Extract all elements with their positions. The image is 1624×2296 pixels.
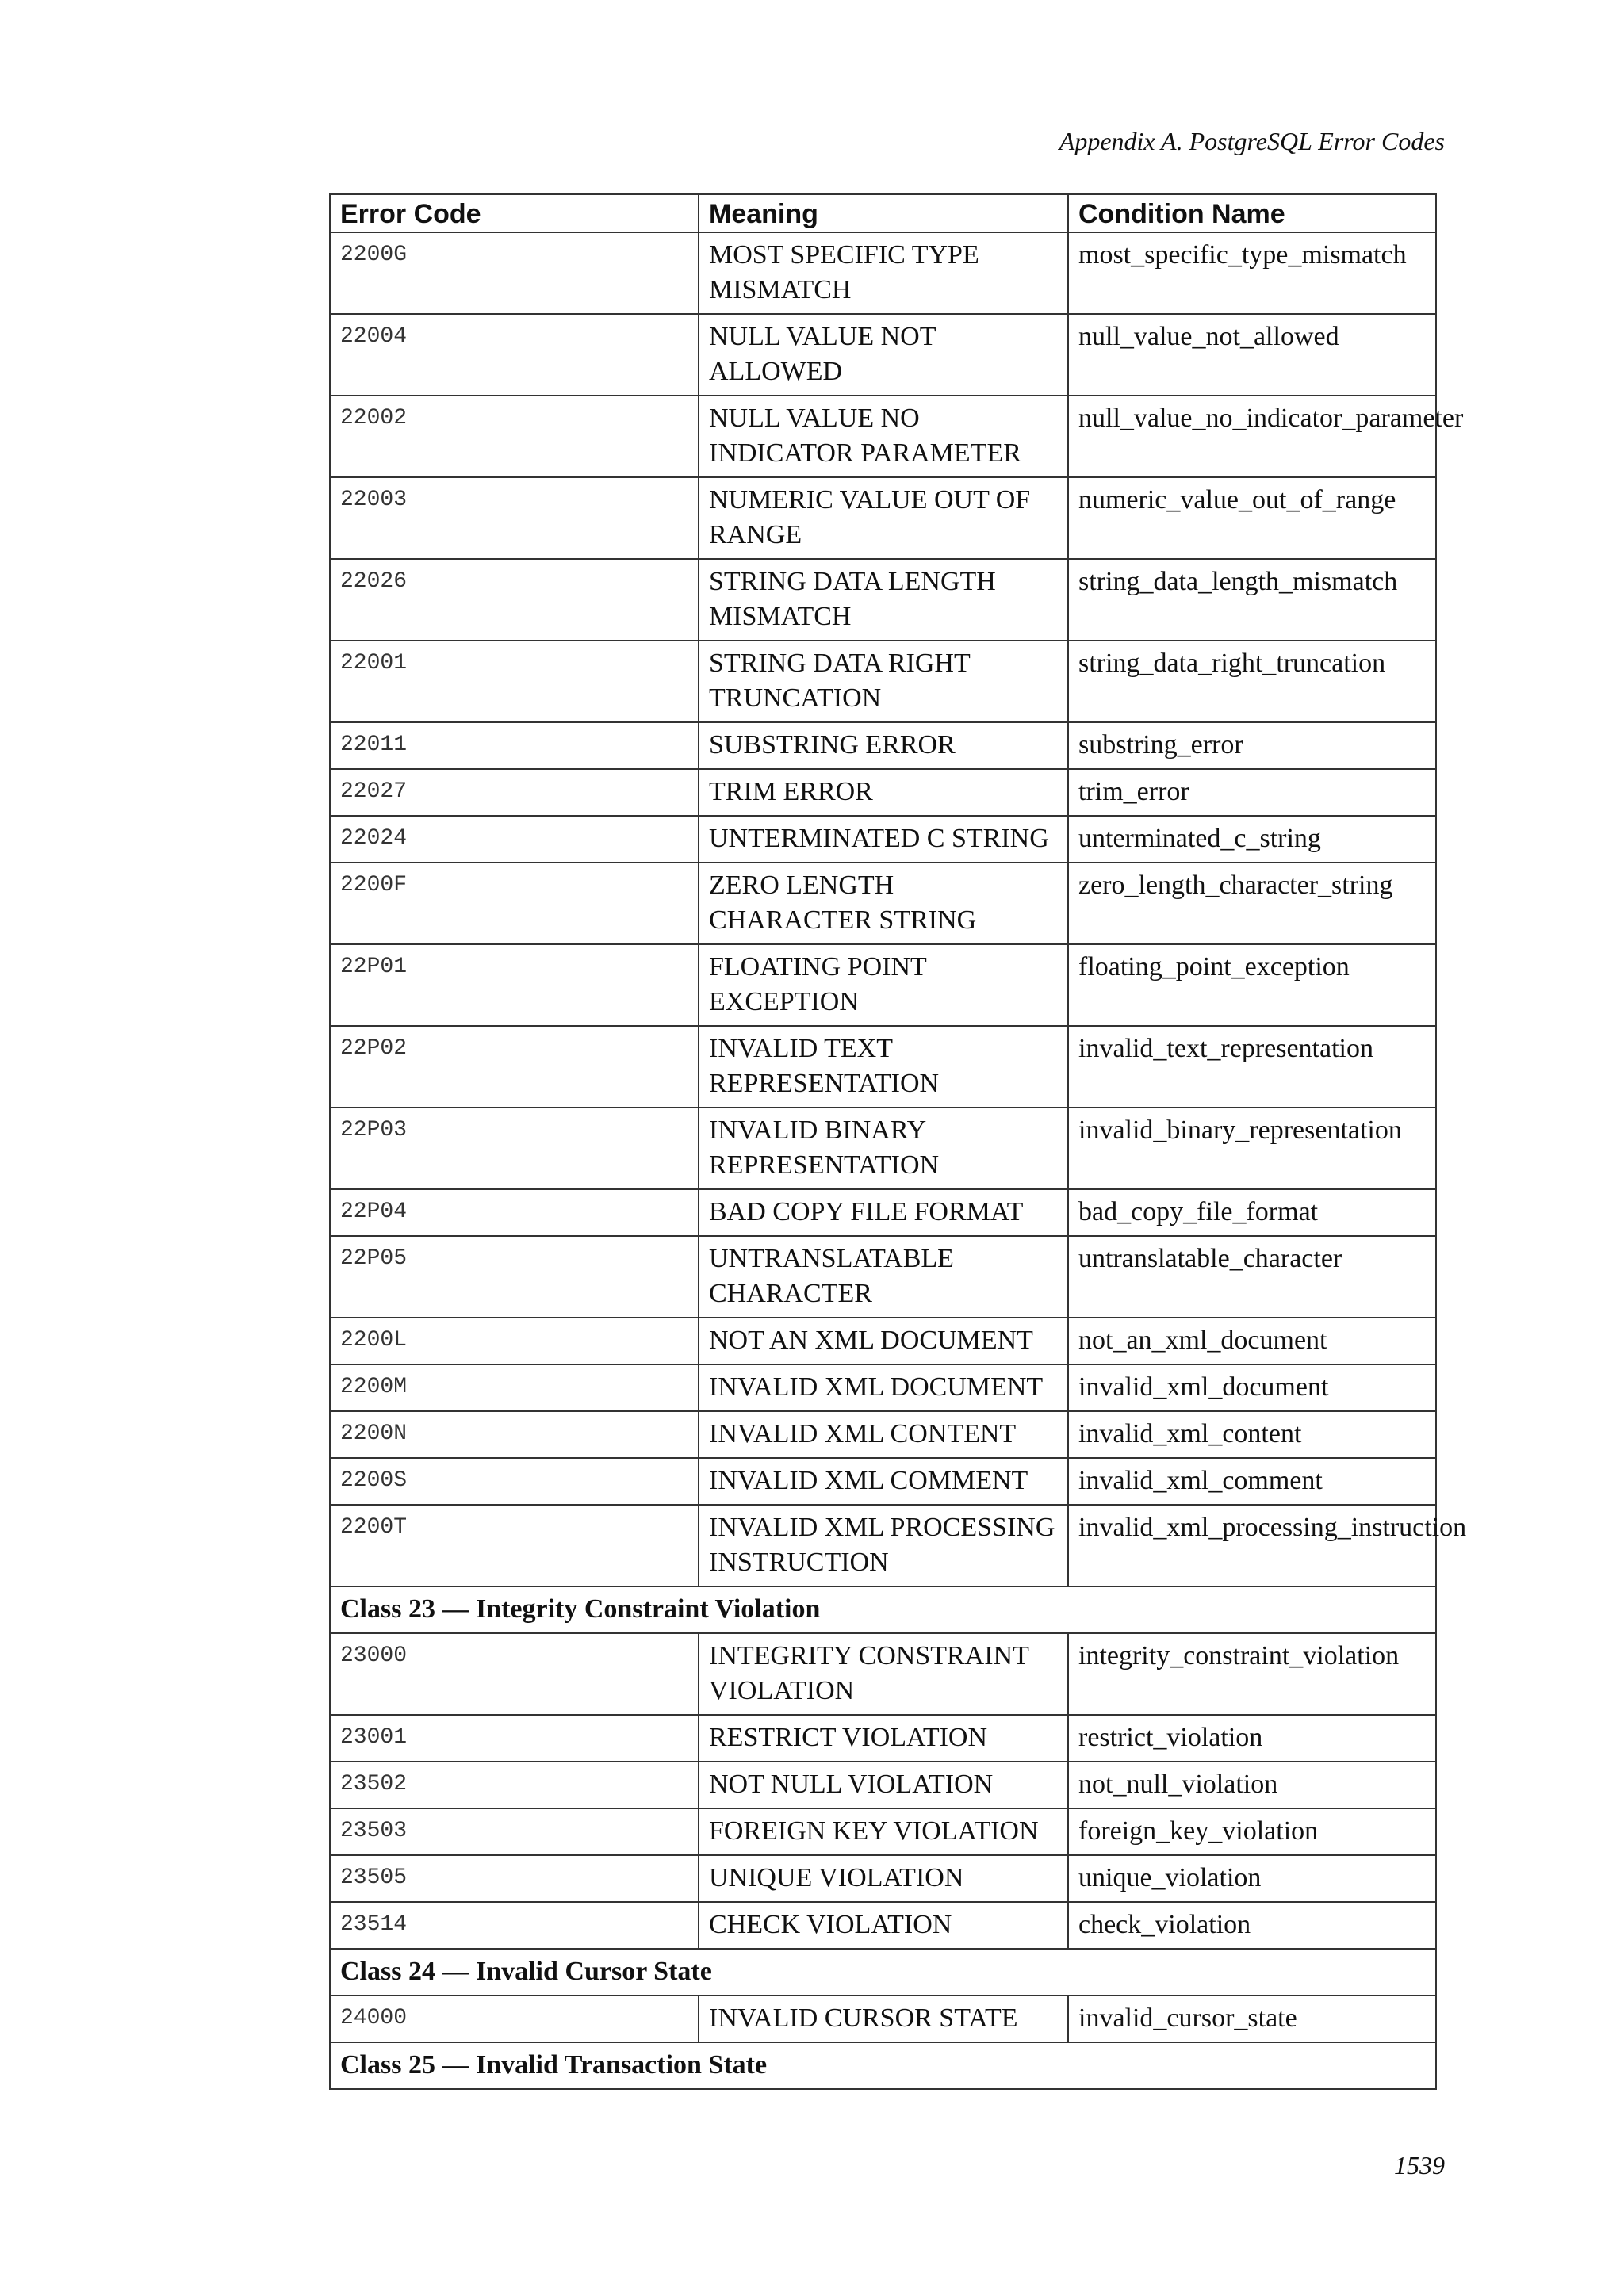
table-row [330,1855,1436,1902]
error-code-cell: 2200G [330,232,699,314]
meaning-cell: ZERO LENGTH CHARACTER STRING [699,863,1068,944]
meaning-cell: RESTRICT VIOLATION [699,1715,1068,1762]
table-row [330,944,1436,1026]
condition-name-cell: string_data_right_truncation [1068,641,1436,722]
condition-name-cell: null_value_not_allowed [1068,314,1436,396]
table-row [330,816,1436,863]
error-code-cell: 2200M [330,1364,699,1411]
class-section-heading: Class 23 — Integrity Constraint Violation [330,1586,1436,1633]
condition-name-cell: integrity_constraint_violation [1068,1633,1436,1715]
error-code-cell: 2200L [330,1318,699,1364]
table-row [330,1189,1436,1236]
table-row [330,559,1436,641]
column-header-error-code: Error Code [330,194,699,232]
running-header: Appendix A. PostgreSQL Error Codes [1059,127,1445,155]
table-row [330,1108,1436,1189]
condition-name-cell: floating_point_exception [1068,944,1436,1026]
meaning-cell: BAD COPY FILE FORMAT [699,1189,1068,1236]
class-section-row [330,2042,1436,2089]
column-header-condition-name: Condition Name [1068,194,1436,232]
table-row [330,477,1436,559]
meaning-cell: SUBSTRING ERROR [699,722,1068,769]
table-row [330,396,1436,477]
condition-name-cell: not_null_violation [1068,1762,1436,1808]
error-code-cell: 22011 [330,722,699,769]
condition-name-cell: untranslatable_character [1068,1236,1436,1318]
error-code-cell: 2200T [330,1505,699,1586]
condition-name-cell: not_an_xml_document [1068,1318,1436,1364]
table-row [330,1762,1436,1808]
meaning-cell: INVALID TEXT REPRESENTATION [699,1026,1068,1108]
table-row [330,1715,1436,1762]
meaning-cell: UNTERMINATED C STRING [699,816,1068,863]
meaning-cell: MOST SPECIFIC TYPE MISMATCH [699,232,1068,314]
error-code-cell: 22003 [330,477,699,559]
meaning-cell: INVALID BINARY REPRESENTATION [699,1108,1068,1189]
error-code-cell: 22024 [330,816,699,863]
page-number: 1539 [1394,2151,1445,2179]
table-row [330,641,1436,722]
error-codes-table [329,193,1467,2090]
table-row [330,1902,1436,1949]
condition-name-cell: substring_error [1068,722,1436,769]
table-row [330,232,1436,314]
table-row [330,1411,1436,1458]
meaning-cell: INVALID CURSOR STATE [699,1996,1068,2042]
condition-name-cell: invalid_xml_processing_instruction [1068,1505,1436,1586]
table-body [330,232,1467,2089]
meaning-cell: INTEGRITY CONSTRAINT VIOLATION [699,1633,1068,1715]
error-code-cell: 22026 [330,559,699,641]
condition-name-cell: invalid_xml_comment [1068,1458,1436,1505]
error-code-cell: 22002 [330,396,699,477]
condition-name-cell: trim_error [1068,769,1436,816]
meaning-cell: NOT NULL VIOLATION [699,1762,1068,1808]
table-row [330,722,1436,769]
condition-name-cell: most_specific_type_mismatch [1068,232,1436,314]
table-row [330,1026,1436,1108]
condition-name-cell: invalid_binary_representation [1068,1108,1436,1189]
condition-name-cell: check_violation [1068,1902,1436,1949]
condition-name-cell: unterminated_c_string [1068,816,1436,863]
error-code-cell: 22P05 [330,1236,699,1318]
error-code-cell: 2200N [330,1411,699,1458]
condition-name-cell: string_data_length_mismatch [1068,559,1436,641]
table-row [330,1364,1436,1411]
meaning-cell: NOT AN XML DOCUMENT [699,1318,1068,1364]
condition-name-cell: zero_length_character_string [1068,863,1436,944]
table-header [330,194,1436,232]
error-code-cell: 22P04 [330,1189,699,1236]
header-row [330,194,1436,232]
error-code-cell: 24000 [330,1996,699,2042]
meaning-cell: STRING DATA LENGTH MISMATCH [699,559,1068,641]
meaning-cell: TRIM ERROR [699,769,1068,816]
condition-name-cell: null_value_no_indicator_parameter [1068,396,1436,477]
table-row [330,1808,1436,1855]
condition-name-cell: invalid_xml_content [1068,1411,1436,1458]
meaning-cell: NUMERIC VALUE OUT OF RANGE [699,477,1068,559]
table-row [330,1318,1436,1364]
table-row [330,1996,1436,2042]
class-section-row [330,1586,1436,1633]
table-row [330,863,1436,944]
meaning-cell: UNIQUE VIOLATION [699,1855,1068,1902]
meaning-cell: INVALID XML DOCUMENT [699,1364,1068,1411]
error-code-cell: 22P01 [330,944,699,1026]
table-row [330,1505,1436,1586]
table-row [330,769,1436,816]
meaning-cell: INVALID XML CONTENT [699,1411,1068,1458]
table-row [330,314,1436,396]
condition-name-cell: invalid_cursor_state [1068,1996,1436,2042]
meaning-cell: NULL VALUE NOT ALLOWED [699,314,1068,396]
condition-name-cell: numeric_value_out_of_range [1068,477,1436,559]
table-row [330,1458,1436,1505]
meaning-cell: FLOATING POINT EXCEPTION [699,944,1068,1026]
meaning-cell: INVALID XML COMMENT [699,1458,1068,1505]
table-row [330,1633,1436,1715]
meaning-cell: INVALID XML PROCESSING INSTRUCTION [699,1505,1068,1586]
class-section-heading: Class 24 — Invalid Cursor State [330,1949,1436,1996]
error-code-cell: 23503 [330,1808,699,1855]
error-code-cell: 22004 [330,314,699,396]
condition-name-cell: restrict_violation [1068,1715,1436,1762]
error-code-cell: 2200F [330,863,699,944]
table-row [330,1236,1436,1318]
meaning-cell: FOREIGN KEY VIOLATION [699,1808,1068,1855]
error-code-cell: 22P03 [330,1108,699,1189]
condition-name-cell: foreign_key_violation [1068,1808,1436,1855]
condition-name-cell: invalid_text_representation [1068,1026,1436,1108]
meaning-cell: STRING DATA RIGHT TRUNCATION [699,641,1068,722]
meaning-cell: CHECK VIOLATION [699,1902,1068,1949]
class-section-row [330,1949,1436,1996]
class-section-heading: Class 25 — Invalid Transaction State [330,2042,1436,2089]
meaning-cell: NULL VALUE NO INDICATOR PARAMETER [699,396,1068,477]
condition-name-cell: invalid_xml_document [1068,1364,1436,1411]
meaning-cell: UNTRANSLATABLE CHARACTER [699,1236,1068,1318]
error-code-cell: 23000 [330,1633,699,1715]
error-code-cell: 22027 [330,769,699,816]
error-code-cell: 23001 [330,1715,699,1762]
error-code-cell: 2200S [330,1458,699,1505]
column-header-meaning: Meaning [699,194,1068,232]
error-code-cell: 22001 [330,641,699,722]
condition-name-cell: unique_violation [1068,1855,1436,1902]
error-code-cell: 23502 [330,1762,699,1808]
error-code-cell: 23514 [330,1902,699,1949]
error-code-cell: 22P02 [330,1026,699,1108]
condition-name-cell: bad_copy_file_format [1068,1189,1436,1236]
error-code-cell: 23505 [330,1855,699,1902]
